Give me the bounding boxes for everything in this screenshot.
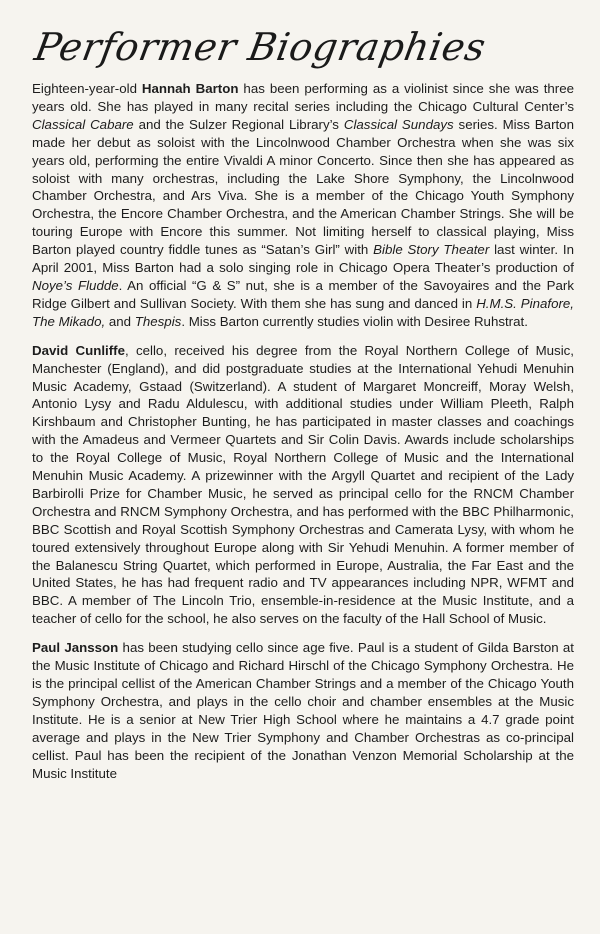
bio-paul-jansson [32,639,574,782]
work-title: Thespis [134,313,182,329]
bio-text: last winter. In April 2001, Miss Barton had a solo singing role in Chicago Opera Theater’s production of [32,242,574,276]
work-title: Classical Cabare [32,116,134,132]
bio-text: , cello, received his degree from the Royal Northern College of Music, Manchester (England), and did postgraduate studies at the International Yehudi Menuhin Music Academy, Gstaad (Switzerland). A student of Margaret Moncreiff, Moray Welsh, Antonio Lysy and Radu Aldulescu, with additional studies under William Pleeth, Ralph Kirshbaum and Christopher Bunting, he has participated in master classes and coachings with the Amadeus and Vermeer Quartets and Sir Colin Davis. Awards include scholarships to the Royal College of Music, Royal Northern College of Music and the International Menuhin Music Academy. A prizewinner with the Argyll Quartet and recipient of the Lady Barbirolli Prize for Chamber Music, he served as principal cello for the RNCM Chamber Orchestra and RNCM Symphony Orchestra, and has performed with the BBC Philharmonic, BBC Scottish and Royal Scottish Symphony Orchestras and Camerata Lysy, with whom he toured extensively throughout Europe along with Sir Yehudi Menuhin. A former member of the Balanescu String Quartet, which performed in Europe, Australia, the Far East and the United States, he has had frequent radio and TV appearances including NPR, WFMT and BBC. A member of The Lincoln Trio, ensemble-in-residence at the Music Institute, and a teacher of cello for the school, he also serves on the faculty of the Hall School of Music. [32,342,574,627]
bio-david-cunliffe [32,342,574,629]
work-title: Noye’s Fludde [32,277,119,293]
bio-text: and [105,313,135,329]
work-title: Classical Sundays [343,116,454,132]
work-title: Bible Story Theater [373,242,490,258]
performer-name: David Cunliffe [32,342,125,358]
bio-text: . An official “G & S” nut, she is a member of the Savoyaires and the Park Ridge Gilbert and Sullivan Society. With them she has sung and danced in [32,277,574,311]
bio-text: . Miss Barton currently studies violin with Desiree Ruhstrat. [181,313,528,329]
bio-text: has been performing as a violinist since she was three years old. She has played in many recital series including the Chicago Cultural Center’s [32,81,574,114]
performer-name: Paul Jansson [32,640,119,656]
bio-text: Eighteen-year-old [32,81,142,96]
performer-name: Hannah Barton [141,81,239,96]
page-title: Performer Biographies [31,25,490,69]
bio-text: series. Miss Barton made her debut as soloist with the Lincolnwood Chamber Orchestra when she was six years old, performing the entire Vivaldi A minor Concerto. Since then she has appeared as soloist with many orchestras, including the Lake Shore Symphony, the Lincolnwood Chamber Orchestra, and Ars Viva. She is a member of the Chicago Youth Symphony Orchestra, the Encore Chamber Orchestra, and the American Chamber Strings. She will be touring Europe with Encore this summer. Not limiting herself to classical playing, Miss Barton played country fiddle tunes as “Satan’s Girl” with [32,116,574,258]
bio-text: and the Sulzer Regional Library’s [133,116,344,132]
bio-hannah-barton [32,80,574,331]
work-title: H.M.S. Pinafore, The Mikado, [32,295,574,329]
bio-text: has been studying cello since age five. Paul is a student of Gilda Barston at the Music Institute of Chicago and Richard Hirschl of the Chicago Symphony Orchestra. He is the principal cellist of the American Chamber Strings and a member of the Chicago Youth Symphony Orchestra, and plays in the cello choir and chamber ensembles at the Music Institute. He is a senior at New Trier High School where he maintains a 4.7 grade point average and plays in the New Trier Symphony and Chamber Orchestras as co-principal cellist. Paul has been the recipient of the Jonathan Venzon Memorial Scholarship at the Music Institute [32,640,574,781]
